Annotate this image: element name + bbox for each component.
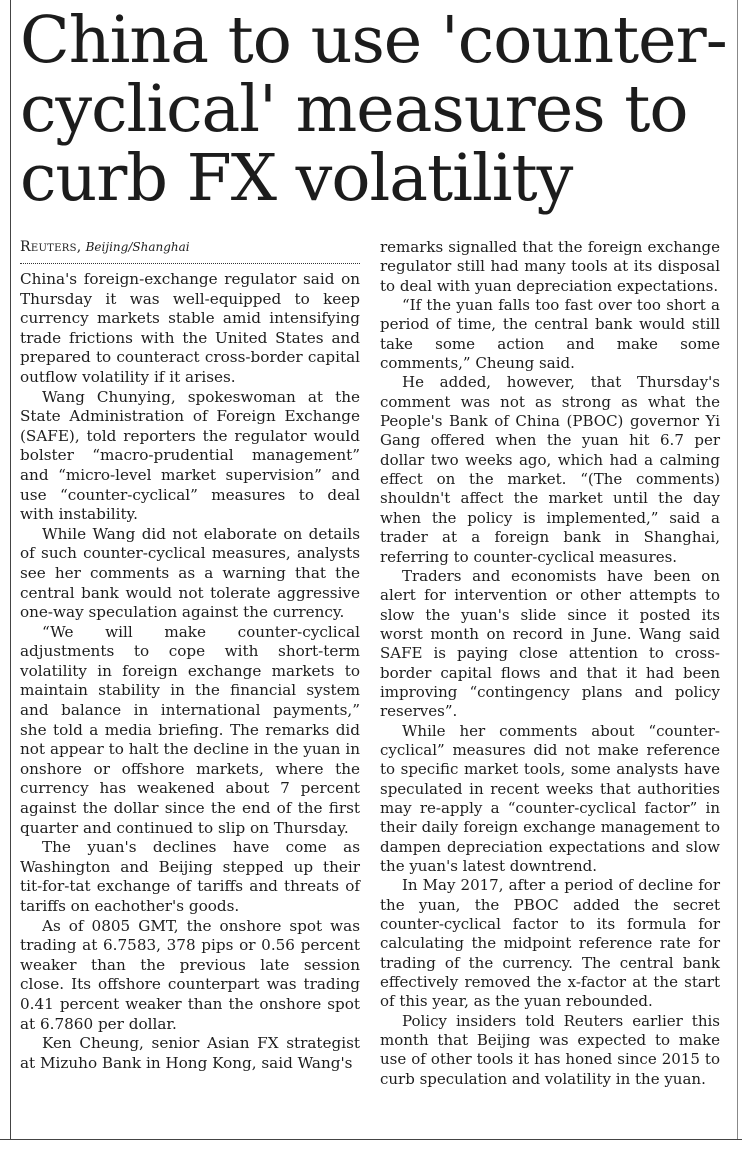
bottom-border-rule <box>0 1139 742 1140</box>
paragraph: While her comments about “counter-cyclical” measures did not make reference to specific market tools, some analysts have speculated in recent weeks that authorities may re-apply a “counter-cyclical factor” in their daily foreign exchange management to dampen depreciation expectations and slow the yuan's latest downtrend. <box>380 721 720 875</box>
paragraph: While Wang did not elaborate on details of such counter-cyclical measures, analysts see her comments as a warning that the central bank would not tolerate aggressive one-way speculation against the currency. <box>20 524 360 622</box>
left-border-rule <box>10 0 11 1140</box>
paragraph: “If the yuan falls too fast over too short a period of time, the central bank would still take some action and make some comments,” Cheung said. <box>380 296 720 373</box>
paragraph: He added, however, that Thursday's comment was not as strong as what the People's Bank of China (PBOC) governor Yi Gang offered when the yuan hit 6.7 per dollar two weeks ago, which had a calming effect on the market. “(The comments) shouldn't affect the market until the day when the policy is implemented,” said a trader at a foreign bank in Shanghai, referring to counter-cyclical measures. <box>380 373 720 566</box>
byline <box>20 238 360 264</box>
article-column-right <box>380 238 720 1089</box>
paragraph: Ken Cheung, senior Asian FX strategist at Mizuho Bank in Hong Kong, said Wang's <box>20 1034 360 1072</box>
byline-place: Beijing/Shanghai <box>85 240 190 254</box>
right-border-rule <box>737 0 738 1140</box>
article-column-left <box>20 238 360 1073</box>
paragraph: “We will make counter-cyclical adjustments to cope with short-term volatility in foreign exchange markets to maintain stability in the financial system and balance in international payments,” she told a media briefing. The remarks did not appear to halt the decline in the yuan in onshore or offshore markets, where the currency has weakened about 7 percent against the dollar since the end of the first quarter and continued to slip on Thursday. <box>20 622 360 837</box>
paragraph: In May 2017, after a period of decline for the yuan, the PBOC added the secret counter-cyclical factor to its formula for calculating the midpoint reference rate for trading of the currency. The central bank effectively removed the x-factor at the start of this year, as the yuan rebounded. <box>380 876 720 1011</box>
paragraph: Policy insiders told Reuters earlier this month that Beijing was expected to make use of other tools it has honed since 2015 to curb speculation and volatility in the yuan. <box>380 1011 720 1088</box>
paragraph: Traders and economists have been on alert for intervention or other attempts to slow the yuan's slide since it posted its worst month on record in June. Wang said SAFE is paying close attention to cross-border capital flows and that it had been improving “contingency plans and policy reserves”. <box>380 566 720 721</box>
paragraph: Wang Chunying, spokeswoman at the State Administration of Foreign Exchange (SAFE), told reporters the regulator would bolster “macro-prudential management” and “micro-level market supervision” and use “counter-cyclical” measures to deal with instability. <box>20 387 360 524</box>
headline: China to use 'counter-cyclical' measures to curb FX volatility <box>20 3 727 216</box>
paragraph: As of 0805 GMT, the onshore spot was trading at 6.7583, 378 pips or 0.56 percent weaker than the previous late session close. Its offshore counterpart was trading 0.41 percent weaker than the onshore spot at 6.7860 per dollar. <box>20 916 360 1033</box>
byline-agency: Reuters, <box>20 239 82 255</box>
paragraph: China's foreign-exchange regulator said on Thursday it was well-equipped to keep currency markets stable amid intensifying trade frictions with the United States and prepared to counteract cross-border capital outflow volatility if it arises. <box>20 270 360 386</box>
paragraph: The yuan's declines have come as Washington and Beijing stepped up their tit-for-tat exchange of tariffs and threats of tariffs on eachother's goods. <box>20 838 360 915</box>
paragraph: remarks signalled that the foreign exchange regulator still had many tools at its disposal to deal with yuan depreciation expectations. <box>380 238 720 295</box>
